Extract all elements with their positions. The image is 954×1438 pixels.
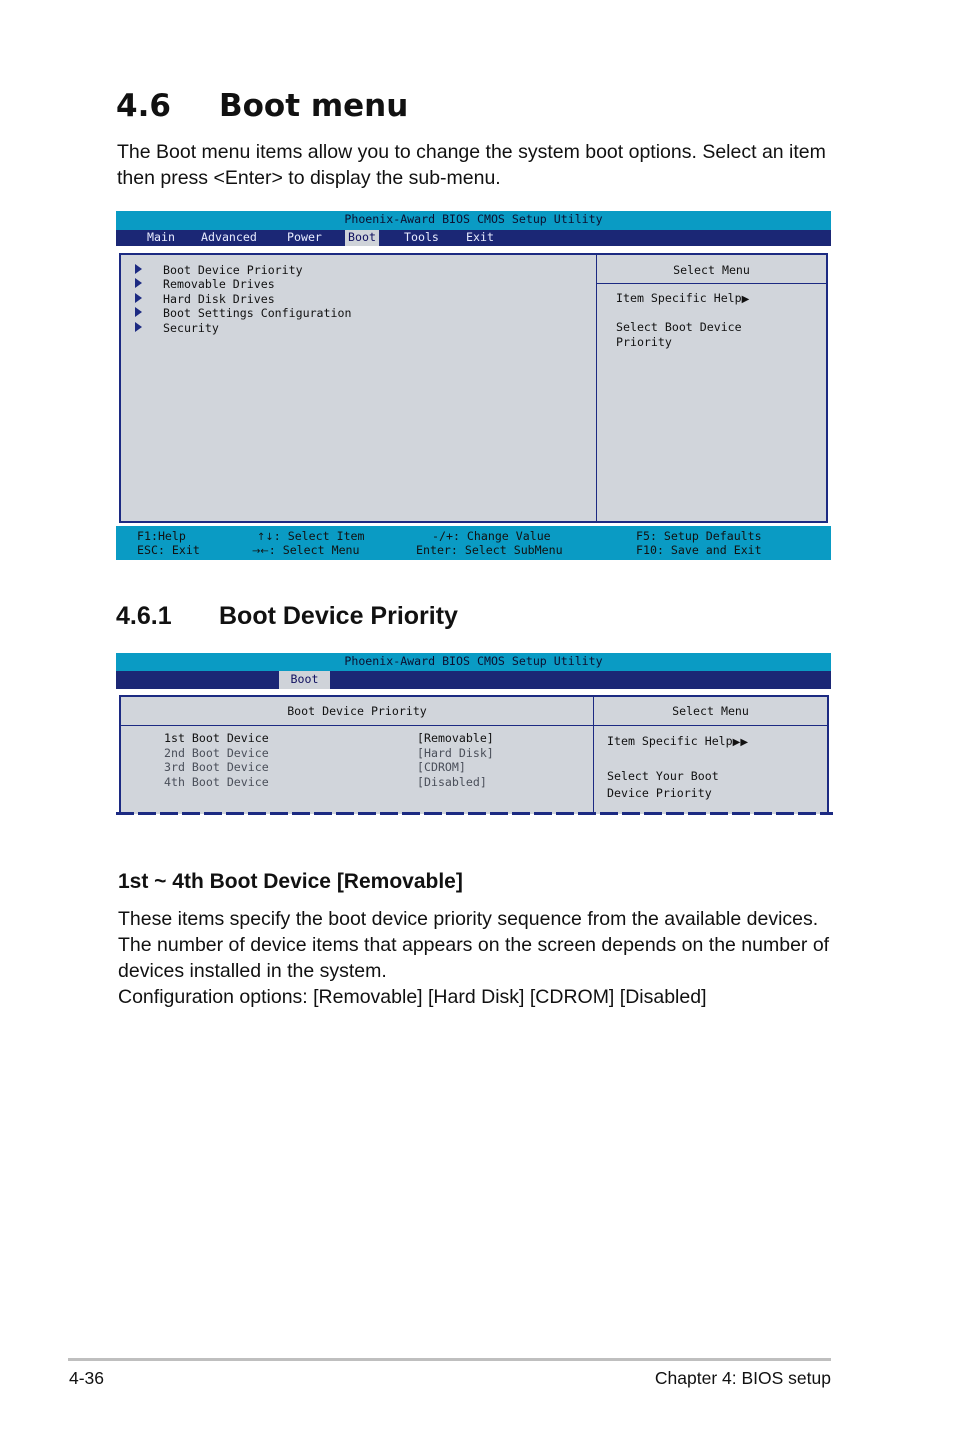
- menu-tab-boot[interactable]: Boot: [345, 230, 379, 246]
- help-text-line-1: Select Boot Device: [616, 320, 742, 334]
- device-1-value[interactable]: [Removable]: [417, 731, 494, 745]
- device-2-label[interactable]: 2nd Boot Device: [164, 746, 269, 760]
- menu-tab-boot-2[interactable]: Boot: [279, 671, 330, 689]
- section-number: 4.6: [116, 88, 171, 124]
- status-setup-defaults: F5: Setup Defaults: [636, 529, 762, 543]
- intro-line-1: The Boot menu items allow you to change the system boot options. Select an item: [117, 141, 826, 163]
- device-3-label[interactable]: 3rd Boot Device: [164, 760, 269, 774]
- intro-line-2: then press <Enter> to display the sub-menu.: [117, 167, 501, 189]
- submenu-arrow-icon: [135, 322, 142, 332]
- double-arrow-icon: ▶▶: [732, 737, 749, 748]
- menu-tab-tools[interactable]: Tools: [404, 230, 439, 244]
- status-save-exit: F10: Save and Exit: [636, 543, 762, 557]
- left-right-arrows-icon: →←: [252, 546, 269, 557]
- subsection-title: Boot Device Priority: [219, 602, 458, 630]
- bios-item-removable-drives[interactable]: Removable Drives: [135, 277, 275, 291]
- device-2-value[interactable]: [Hard Disk]: [417, 746, 494, 760]
- device-4-label[interactable]: 4th Boot Device: [164, 775, 269, 789]
- menu-tab-power[interactable]: Power: [287, 230, 322, 244]
- up-down-arrows-icon: ↑↓: [257, 532, 274, 543]
- screen-cutoff-edge: [116, 811, 833, 816]
- device-4-value[interactable]: [Disabled]: [417, 775, 487, 789]
- help-item-specific: Item Specific Help▶: [616, 291, 750, 305]
- submenu-arrow-icon: [135, 278, 142, 288]
- help-text-2-line-2: Device Priority: [607, 786, 712, 800]
- subsection-number: 4.6.1: [116, 602, 172, 630]
- item-desc-line-4: Configuration options: [Removable] [Hard Disk] [CDROM] [Disabled]: [118, 986, 707, 1008]
- menu-tab-advanced[interactable]: Advanced: [201, 230, 257, 244]
- bios-screen-boot-device-priority: [116, 653, 833, 816]
- status-f1-help: F1:Help: [137, 529, 186, 543]
- bios-status-bar: [116, 526, 831, 560]
- section-title: Boot menu: [219, 88, 409, 124]
- bios-item-boot-device-priority[interactable]: Boot Device Priority: [135, 263, 303, 277]
- bios-title-bar: Phoenix-Award BIOS CMOS Setup Utility: [116, 211, 831, 230]
- help-header-divider: [597, 283, 826, 284]
- help-item-specific-2: Item Specific Help▶▶: [607, 734, 749, 748]
- device-1-label[interactable]: 1st Boot Device: [164, 731, 269, 745]
- help-panel-header-2: Select Menu: [672, 704, 749, 718]
- menu-tab-exit[interactable]: Exit: [466, 230, 494, 244]
- footer-rule: [68, 1358, 831, 1361]
- status-select-item: ↑↓: Select Item: [257, 529, 365, 543]
- item-desc-line-1: These items specify the boot device priority sequence from the available devices.: [118, 908, 819, 930]
- device-panel-header: Boot Device Priority: [287, 704, 427, 718]
- bios-menu-bar: [116, 230, 831, 246]
- chapter-title: Chapter 4: BIOS setup: [654, 1368, 831, 1388]
- subsection-heading: [116, 602, 458, 631]
- submenu-arrow-icon: [135, 293, 142, 303]
- bios-title-bar-2: Phoenix-Award BIOS CMOS Setup Utility: [116, 653, 831, 671]
- item-heading: 1st ~ 4th Boot Device [Removable]: [118, 870, 463, 893]
- bios-item-boot-settings-configuration[interactable]: Boot Settings Configuration: [135, 306, 351, 320]
- section-heading: [116, 88, 408, 124]
- status-select-submenu: Enter: Select SubMenu: [416, 543, 563, 557]
- status-esc-exit: ESC: Exit: [137, 543, 200, 557]
- panel-divider: [596, 255, 597, 521]
- status-select-menu: →←: Select Menu: [252, 543, 360, 557]
- submenu-arrow-icon: [135, 307, 142, 317]
- submenu-arrow-icon: [135, 264, 142, 274]
- double-arrow-icon: ▶: [741, 294, 750, 305]
- help-text-line-2: Priority: [616, 335, 672, 349]
- item-desc-line-3: devices installed in the system.: [118, 960, 387, 982]
- status-change-value: -/+: Change Value: [432, 529, 551, 543]
- bios-main-panel: [119, 253, 828, 523]
- bios-item-hard-disk-drives[interactable]: Hard Disk Drives: [135, 292, 275, 306]
- bios-item-security[interactable]: Security: [135, 321, 219, 335]
- bios-device-panel: [119, 695, 829, 814]
- item-desc-line-2: The number of device items that appears on the screen depends on the number of: [118, 934, 830, 956]
- menu-tab-main[interactable]: Main: [147, 230, 175, 244]
- help-panel-header: Select Menu: [673, 263, 750, 277]
- bios-menu-bar-2: [116, 671, 831, 689]
- help-text-2-line-1: Select Your Boot: [607, 769, 719, 783]
- page-number: 4-36: [69, 1368, 105, 1388]
- device-3-value[interactable]: [CDROM]: [417, 760, 466, 774]
- bios-screen-boot-menu: [116, 211, 831, 560]
- header-divider-2: [121, 725, 827, 726]
